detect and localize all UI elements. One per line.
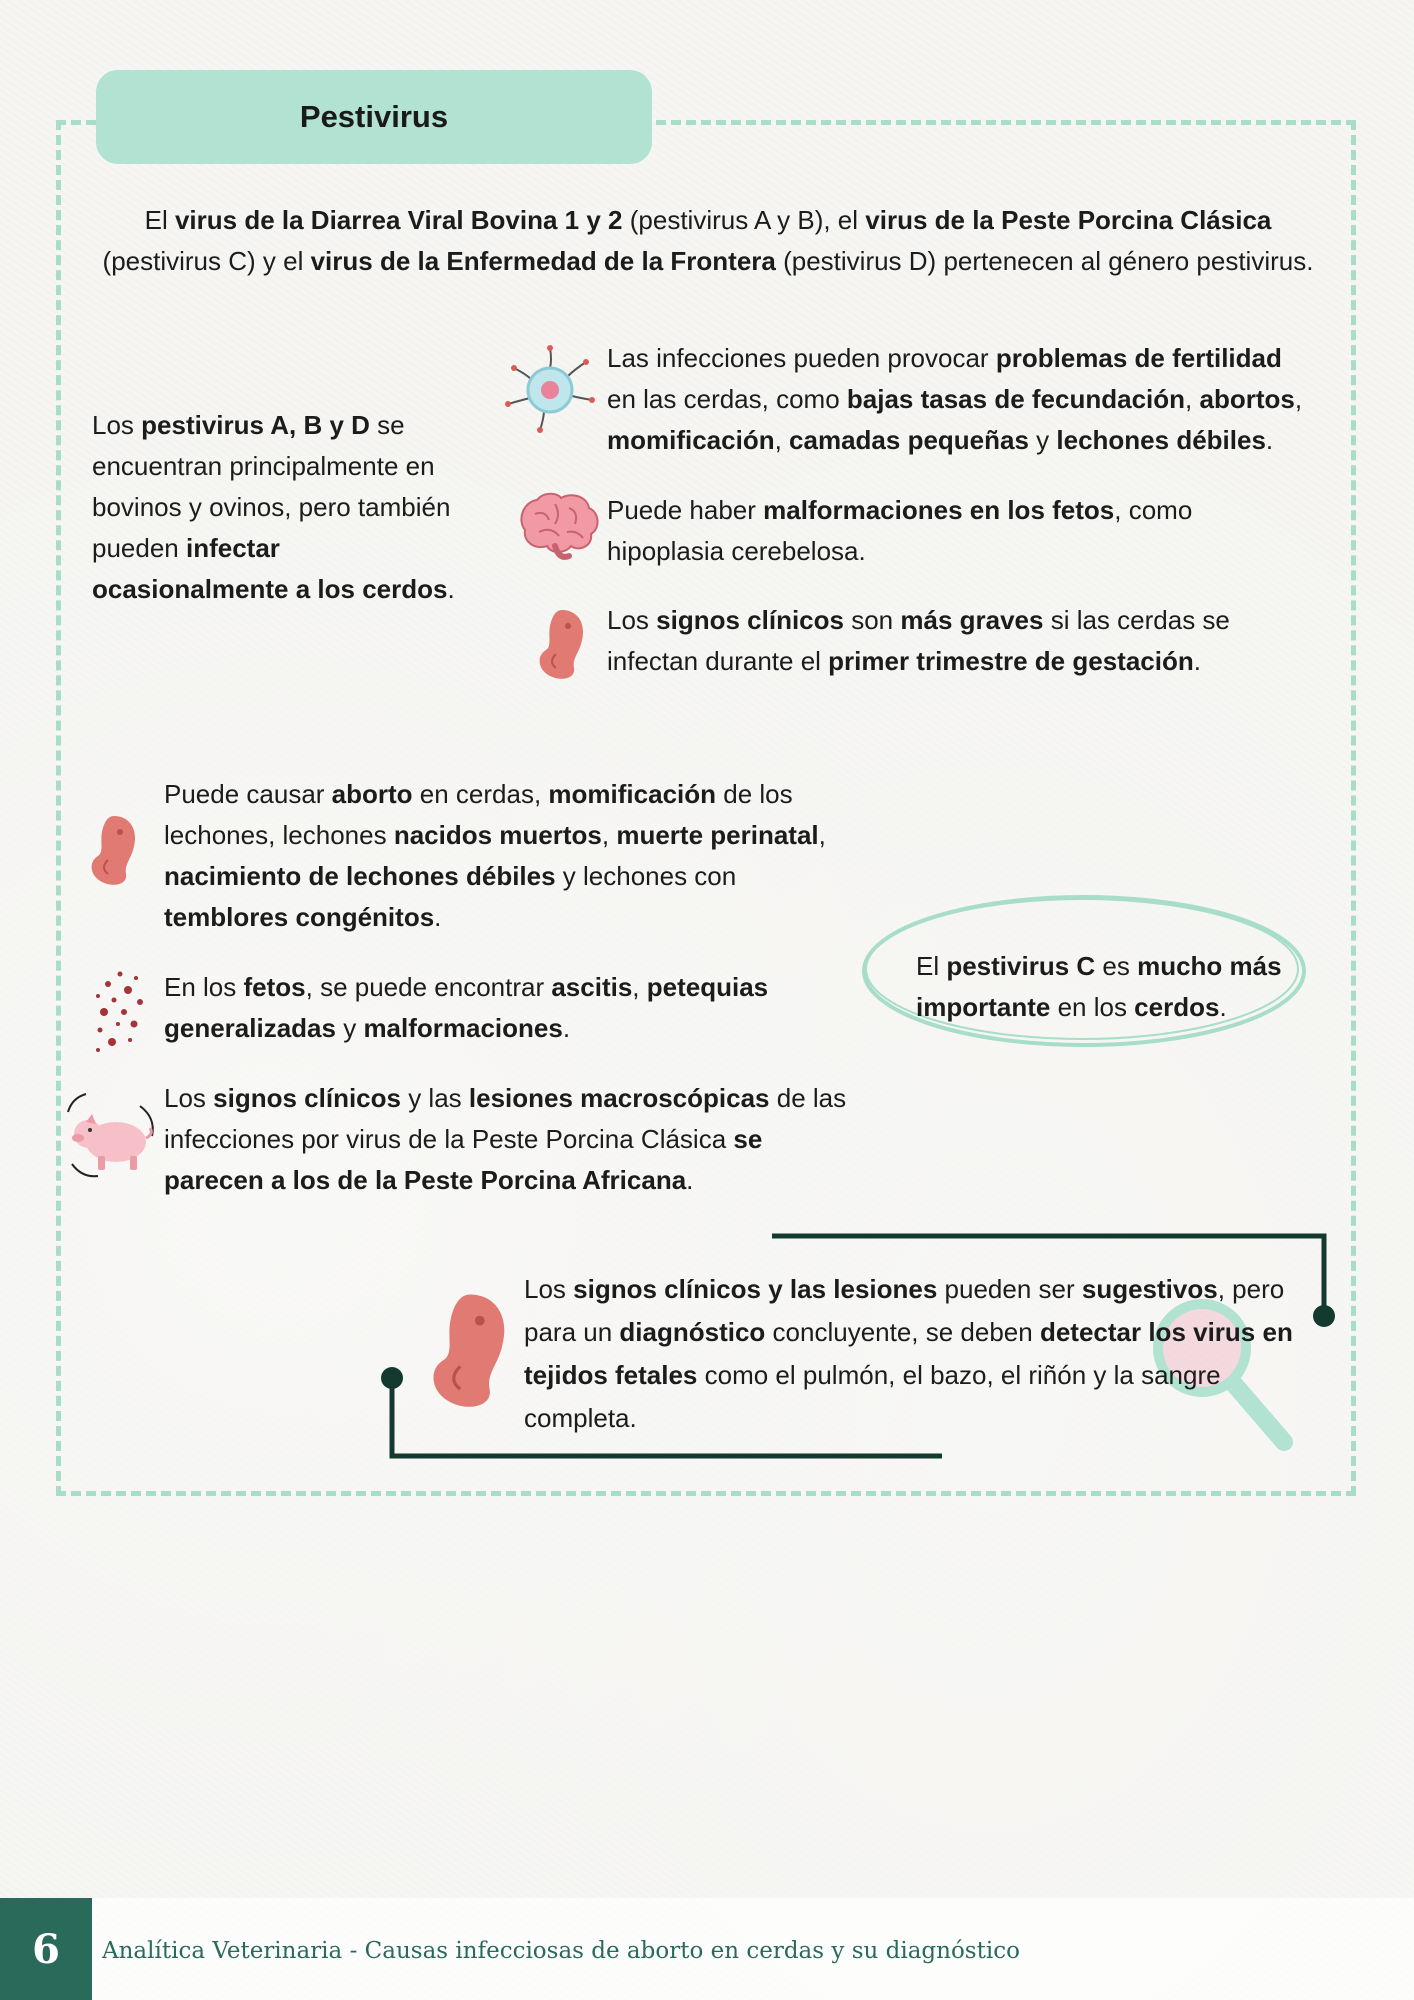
pig-icon	[58, 1090, 162, 1182]
malformations-paragraph: Puede haber malformaciones en los fetos, como hipoplasia cerebelosa.	[607, 495, 1193, 566]
brain-icon	[515, 490, 601, 562]
trimester-paragraph: Los signos clínicos son más graves si las cerdas se infectan durante el primer trimestre de gestación.	[607, 605, 1230, 676]
embryo-icon	[420, 1288, 520, 1412]
diagnosis-paragraph: Los signos clínicos y las lesiones pueden ser sugestivos, pero para un diagnóstico concluyente, se deben detectar los virus en tejidos fetales como el pulmón, el bazo, el riñón y la sangre completa.	[524, 1274, 1293, 1433]
page-title: Pestivirus	[299, 99, 449, 134]
clinical-signs-paragraph: Los signos clínicos y las lesiones macroscópicas de las infecciones por virus de la Peste Porcina Clásica se parecen a los de la Peste Porcina Africana.	[164, 1083, 847, 1195]
embryo-icon	[534, 606, 590, 682]
fertility-paragraph: Las infecciones pueden provocar problemas de fertilidad en las cerdas, como bajas tasas de fecundación, abortos, momificación, camadas pequeñas y lechones débiles.	[607, 343, 1303, 455]
petechiae-icon	[90, 968, 150, 1054]
sperm-egg-icon	[500, 338, 600, 438]
embryo-icon	[86, 812, 142, 888]
intro-paragraph: El virus de la Diarrea Viral Bovina 1 y 2 (pestivirus A y B), el virus de la Peste Porcina Clásica (pestivirus C) y el virus de la Enfermedad de la Frontera (pestivirus D) pertenecen al género pestivirus.	[102, 205, 1314, 276]
fetus-paragraph: En los fetos, se puede encontrar ascitis, petequias generalizadas y malformaciones.	[164, 972, 769, 1043]
callout-text: El pestivirus C es mucho más importante en los cerdos.	[916, 951, 1282, 1022]
section-title-tab	[96, 70, 652, 164]
pestivirus-abd-paragraph: Los pestivirus A, B y D se encuentran principalmente en bovinos y ovinos, pero también pueden infectar ocasionalmente a los cerdos.	[92, 410, 455, 604]
footer-text: Analítica Veterinaria - Causas infecciosas de aborto en cerdas y su diagnóstico	[102, 1938, 1020, 1964]
abortion-paragraph: Puede causar aborto en cerdas, momificación de los lechones, lechones nacidos muertos, muerte perinatal, nacimiento de lechones débiles y lechones con temblores congénitos.	[164, 779, 826, 932]
page-number: 6	[0, 1898, 92, 2000]
